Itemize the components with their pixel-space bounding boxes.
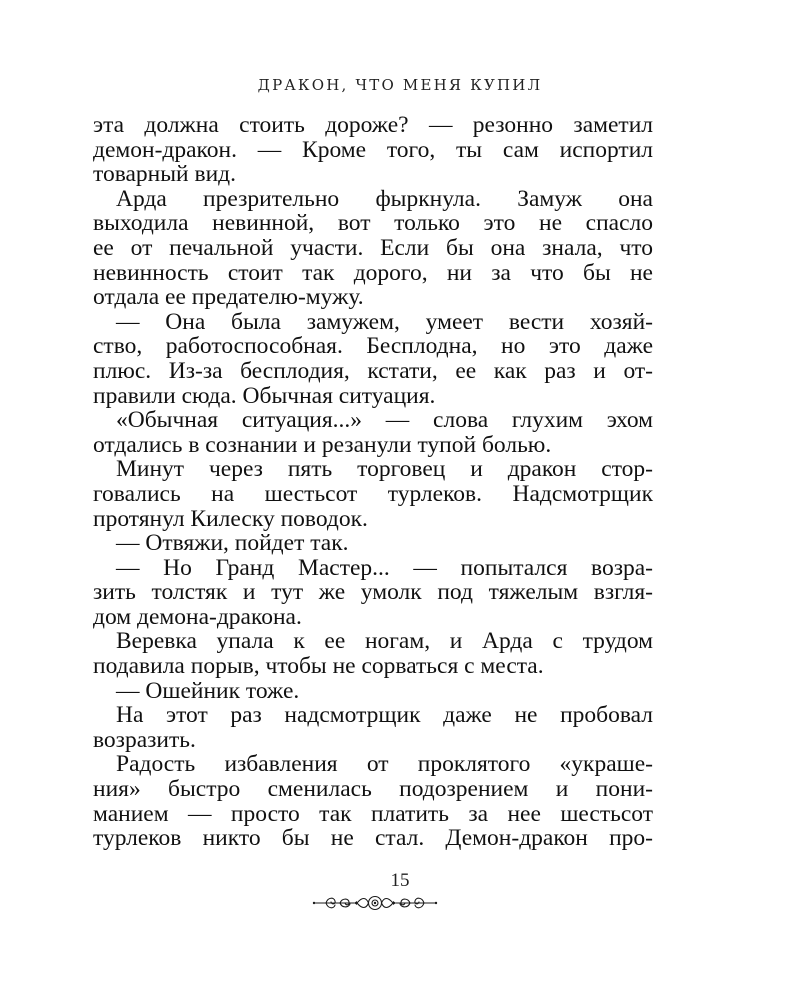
text-line: — Она была замужем, умеет вести хозяй- — [116, 308, 653, 335]
text-line: Арда презрительно фыркнула. Замуж она — [116, 185, 653, 212]
text-line: правили сюда. Обычная ситуация. — [93, 382, 436, 409]
text-line: демон-дракон. — Кроме того, ты сам испортил — [93, 136, 653, 163]
text-line: На этот раз надсмотрщик даже не пробовал — [116, 702, 653, 729]
text-line: — Ошейник тоже. — [116, 677, 300, 704]
text-line: говались на шестьсот турлеков. Надсмотрщик — [93, 480, 653, 507]
text-line: Радость избавления от проклятого «украше- — [116, 751, 653, 778]
text-line: дом демона-дракона. — [93, 603, 302, 630]
text-line: зить толстяк и тут же умолк под тяжелым взгля- — [93, 579, 653, 606]
text-line: Минут через пять торговец и дракон стор- — [116, 456, 653, 483]
flourish-ornament-icon — [310, 891, 440, 915]
text-line: — Но Гранд Мастер... — попытался возра- — [116, 554, 653, 581]
text-line: выходила невинной, вот только это не спасло — [93, 210, 653, 237]
text-line: отдались в сознании и резанули тупой болью. — [93, 431, 552, 458]
text-line: ее от печальной участи. Если бы она знала, что — [93, 234, 653, 261]
text-line: эта должна стоить дороже? — резонно заметил — [93, 112, 653, 138]
text-line: плюс. Из-за бесплодия, кстати, ее как раз и от- — [93, 357, 653, 384]
text-line: ство, работоспособная. Бесплодна, но это даже — [93, 333, 653, 360]
text-line: протянул Килеску поводок. — [93, 505, 368, 532]
text-line: — Отвяжи, пойдет так. — [116, 530, 349, 557]
text-line: подавила порыв, чтобы не сорваться с места. — [93, 653, 544, 680]
text-line: невинность стоит так дорого, ни за что бы не — [93, 259, 653, 286]
page-number: 15 — [390, 870, 410, 891]
text-line: манием — просто так платить за нее шестьсот — [93, 800, 653, 827]
text-line: возразить. — [93, 726, 196, 753]
text-line: Веревка упала к ее ногам, и Арда с трудом — [116, 628, 653, 655]
body-text — [93, 113, 653, 851]
running-title: ДРАКОН, ЧТО МЕНЯ КУПИЛ — [257, 76, 543, 94]
text-line: отдала ее предателю-мужу. — [93, 284, 364, 311]
text-line: турлеков никто бы не стал. Демон-дракон про- — [93, 825, 653, 852]
text-line: товарный вид. — [93, 161, 236, 188]
text-line: ния» быстро сменилась подозрением и пони- — [93, 776, 653, 803]
text-line: «Обычная ситуация...» — слова глухим эхом — [116, 407, 653, 434]
